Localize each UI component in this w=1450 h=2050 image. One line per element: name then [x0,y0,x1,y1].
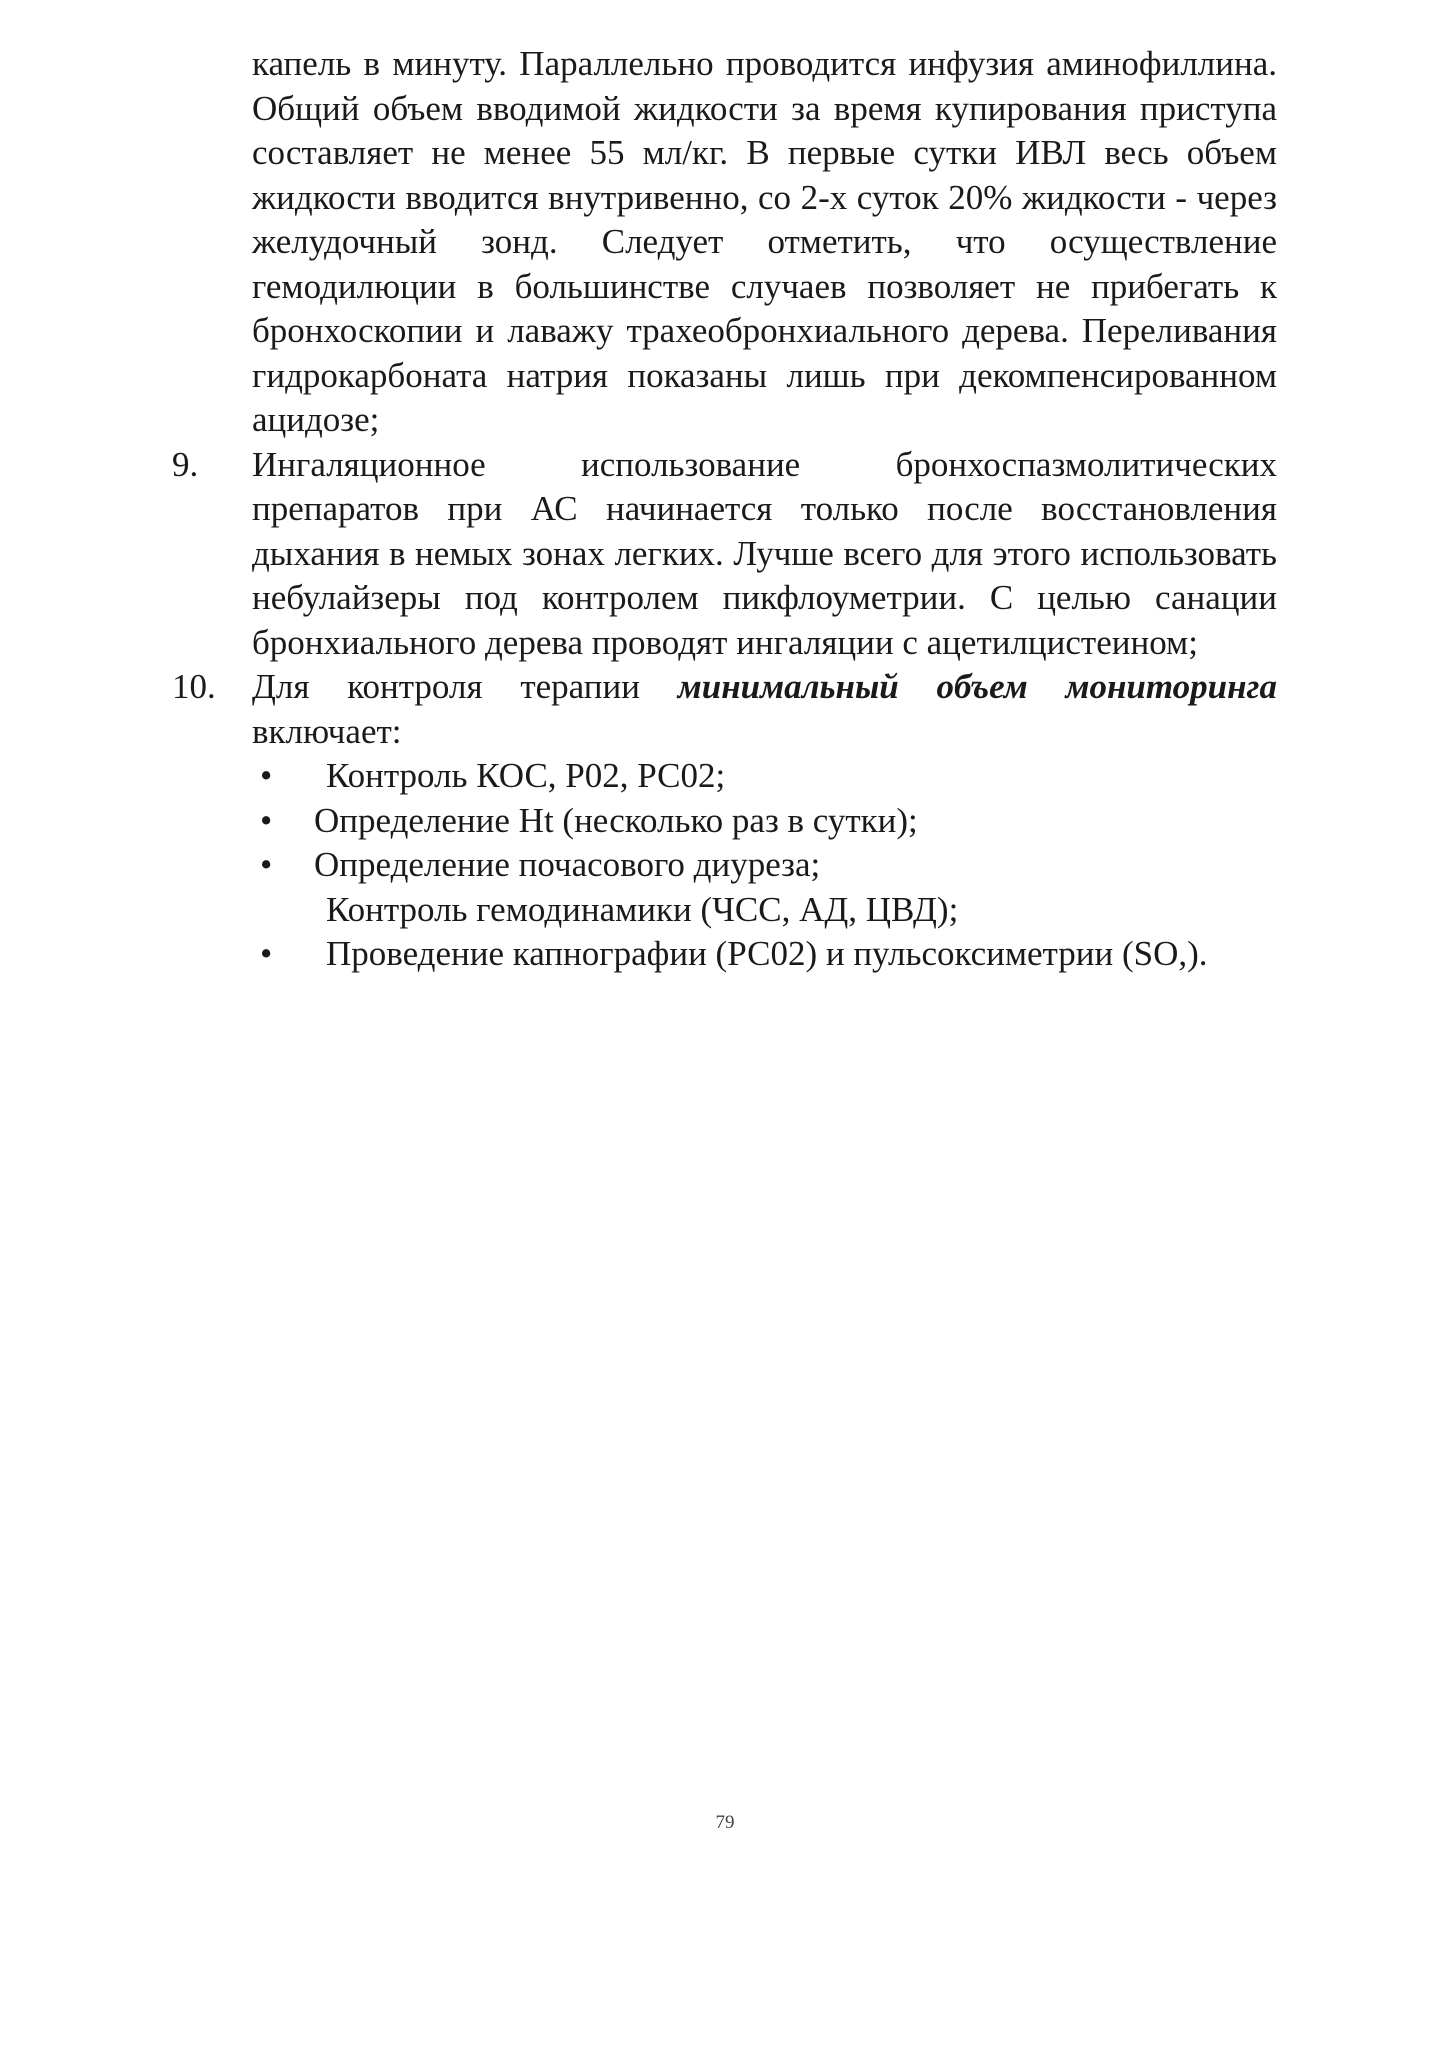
bullet-icon: • [260,800,273,840]
list-number-10: 10. [172,667,216,706]
list-number-9: 9. [172,444,199,484]
bullet-item-kos [252,754,1277,799]
bullet-item-diuresis [252,843,1277,888]
list-item-10-text-after: включает: [252,711,402,751]
bullet-text: Проведение капнографии (РС02) и пульсоксиметрии (SO,). [326,934,1208,973]
continuation-paragraph: капель в минуту. Параллельно проводится инфузия аминофиллина. Общий объем вводимой жидкости за время купирования приступа составляет не менее 55 мл/кг. В первые сутки ИВЛ весь объем жидкости вводится внутривенно, со 2-х суток 20% жидкости - через желудочный зонд. Следует отметить, что осуществление гемодилюции в большинстве случаев позволяет не прибегать к бронхоскопии и лаважу трахеобронхиального дерева. Переливания гидрокарбоната натрия показаны лишь при декомпенсированном ацидозе; [252,44,1277,439]
bullet-icon: • [260,934,273,973]
bullet-item-capnography [252,932,1277,977]
monitoring-list [252,754,1277,977]
bullet-item-ht [252,799,1277,844]
page-number: 79 [715,1812,735,1833]
bullet-text: Контроль КОС, Р02, РС02; [326,756,726,795]
list-item-9-text: Ингаляционное использование бронхоспазмолитических препаратов при АС начинается только после восстановления дыхания в немых зонах легких. Лучше всего для этого использовать небулайзеры под контролем пикфлоуметрии. С целью санации бронхиального дерева проводят ингаляции с ацетилцистеином; [252,444,1277,662]
bullet-icon: • [260,845,273,884]
bullet-icon: • [260,756,273,795]
bullet-text: Определение Ht (несколько раз в сутки); [314,800,918,840]
list-item-9 [172,443,1277,666]
bullet-text: Определение почасового диуреза; [314,845,821,884]
list-item-10 [172,665,1277,754]
bullet-text: Контроль гемодинамики (ЧСС, АД, ЦВД); [326,889,959,929]
page-body [172,42,1277,977]
list-item-10-emphasis: минимальный объем мониторинга [677,667,1277,706]
bullet-item-hemodynamics [252,888,1277,933]
list-item-10-text-before: Для контроля терапии [252,667,678,706]
